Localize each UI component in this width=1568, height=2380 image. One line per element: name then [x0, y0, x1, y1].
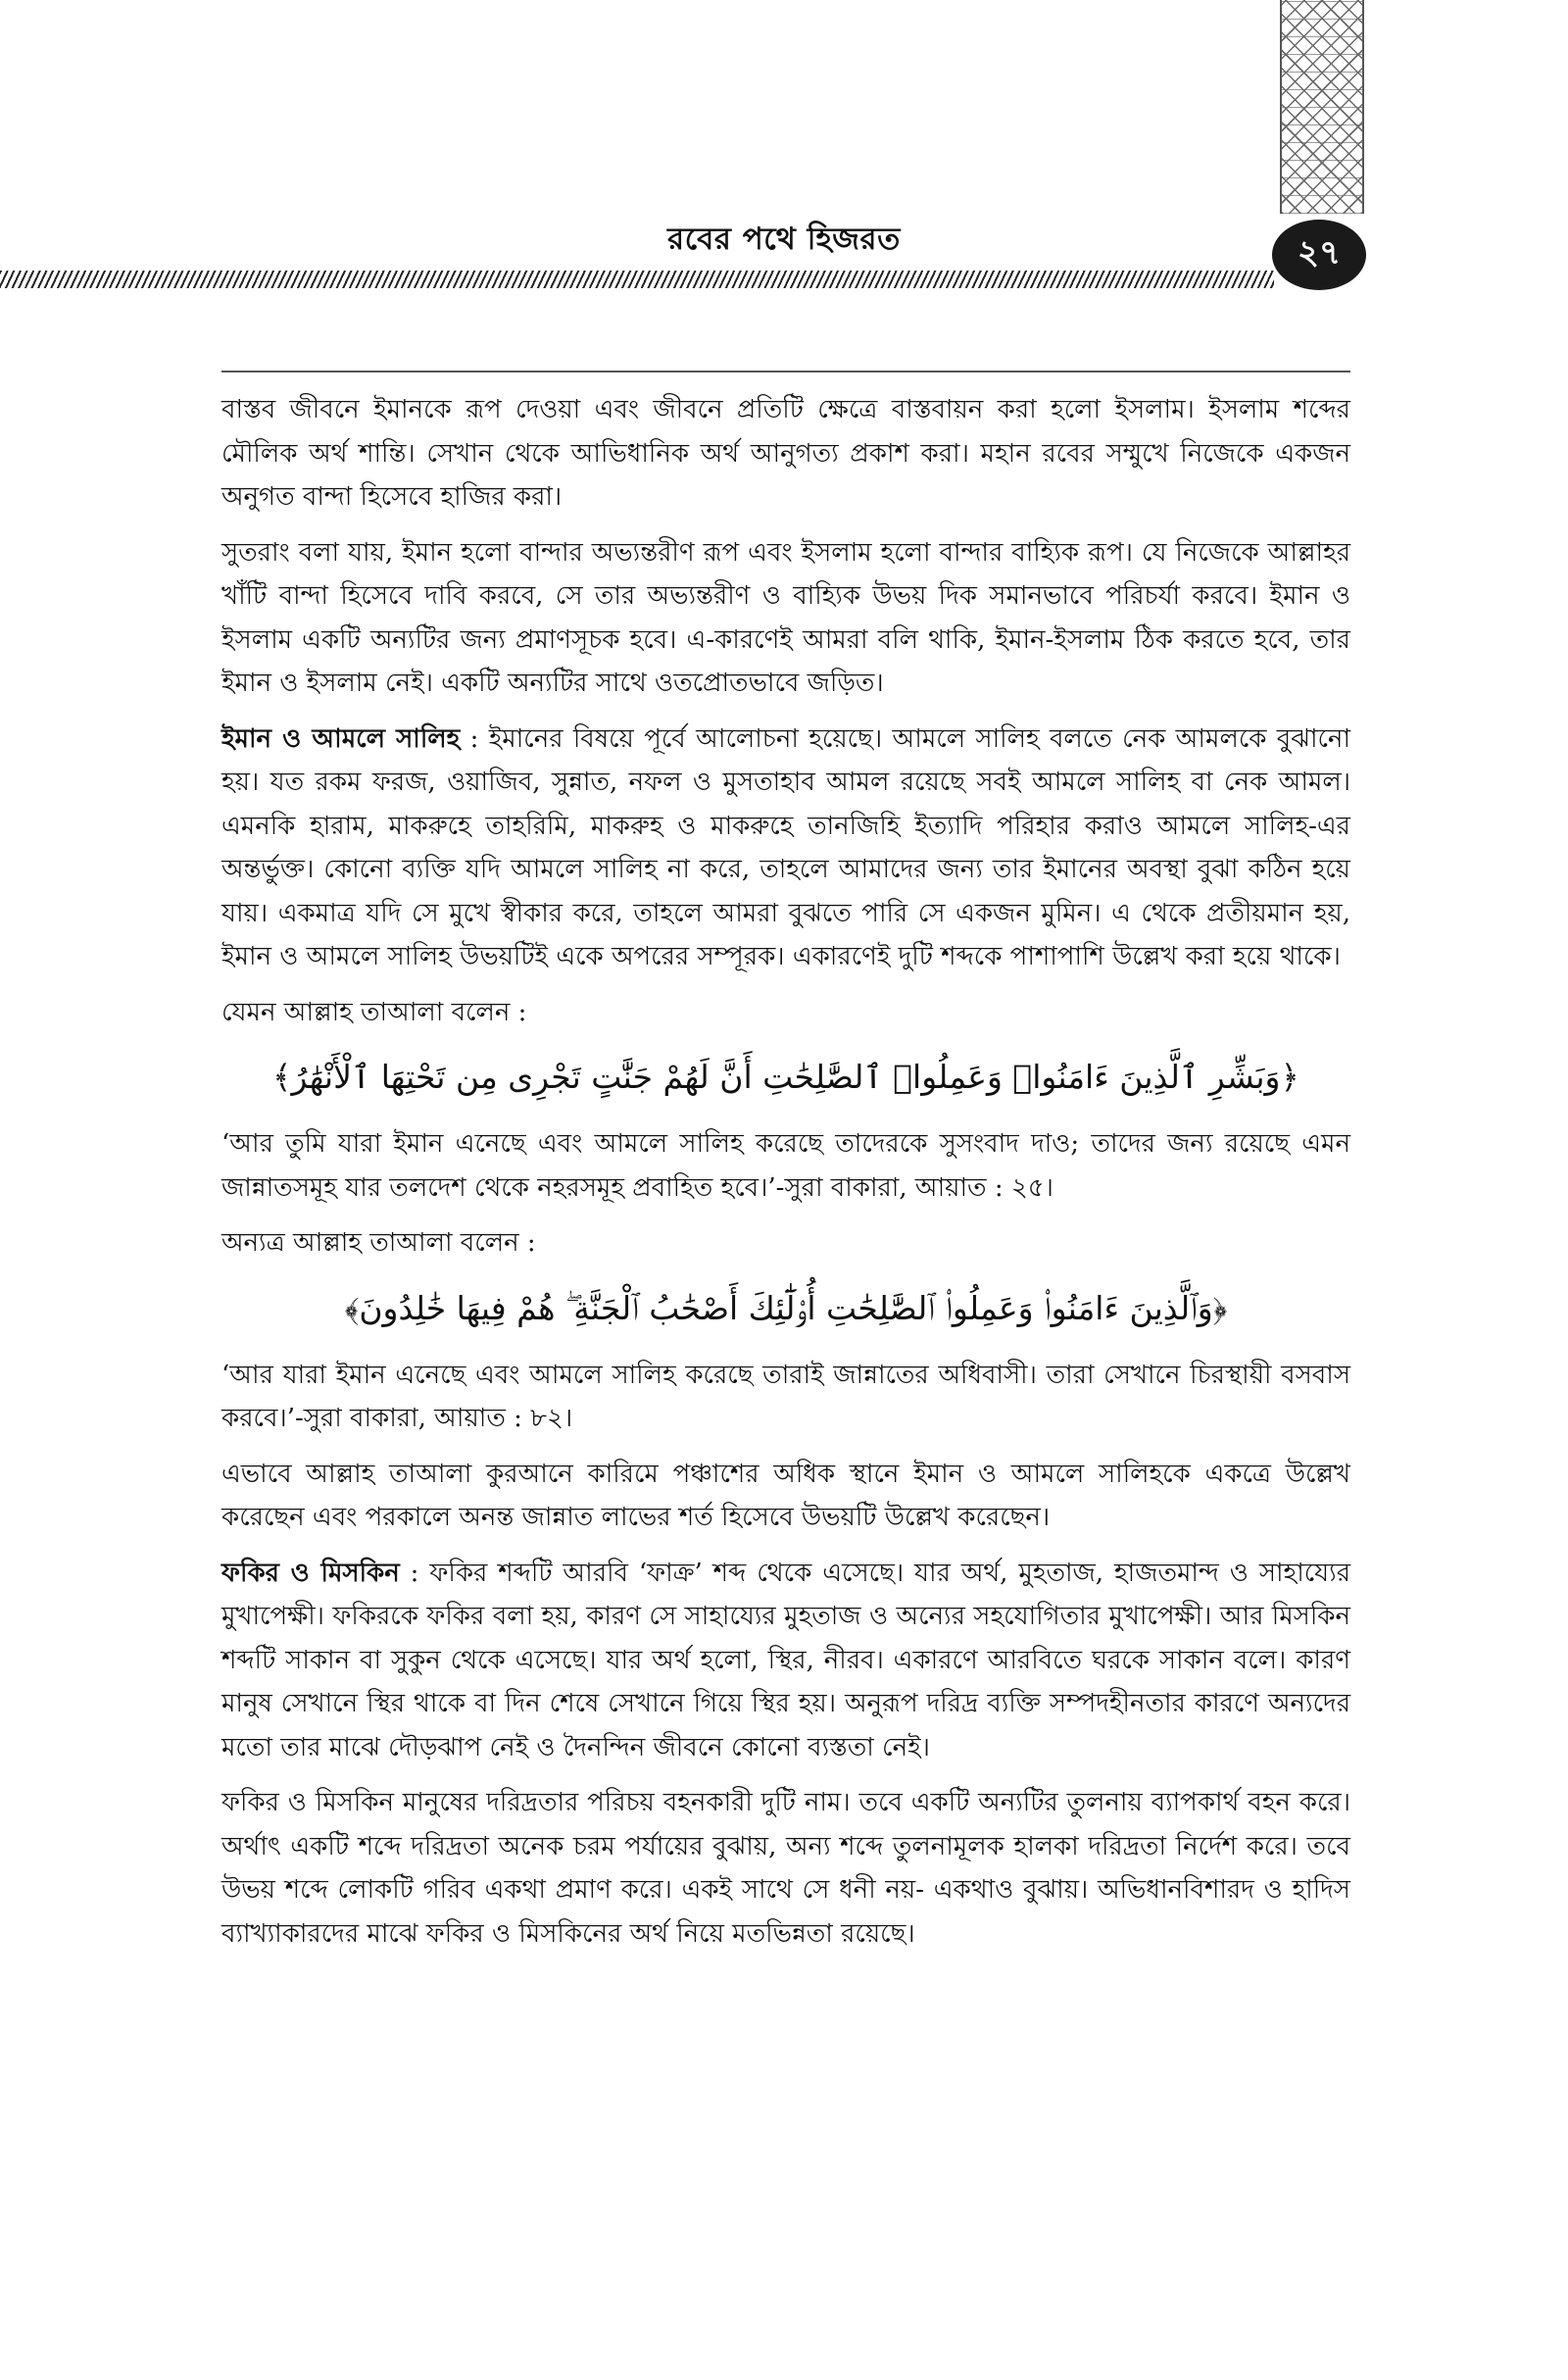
quote1-arabic-verse: ﴿وَبَشِّرِ ٱلَّذِينَ ءَامَنُوا۟ وَعَمِلُوا۟ ٱلصَّٰلِحَٰتِ أَنَّ لَهُمْ جَنَّٰتٍ تَجْرِى مِن تَحْتِهَا ٱلْأَنْهَٰرُ﴾: [272, 1058, 1299, 1096]
quote1-translation: ‘আর তুমি যারা ইমান এনেছে এবং আমলে সালিহ করেছে তাদেরকে সুসংবাদ দাও; তাদের জন্য রয়েছে এমন জান্নাতসমূহ যার তলদেশ থেকে নহরসমূহ প্রবাহিত হবে।’-সুরা বাকারা, আয়াত : ২৫।: [221, 1129, 1350, 1203]
page-body: [221, 388, 1350, 1967]
paragraph-conclusion: এভাবে আল্লাহ তাআলা কুরআনে কারিমে পঞ্চাশের অধিক স্থানে ইমান ও আমলে সালিহকে একত্রে উল্লেখ করেছেন এবং পরকালে অনন্ত জান্নাত লাভের শর্ত হিসেবে উভয়টি উল্লেখ করেছেন।: [221, 1459, 1350, 1532]
quote1-intro: যেমন আল্লাহ তাআলা বলেন :: [221, 997, 527, 1027]
header-hatch-rule: [0, 271, 1274, 288]
section-text-fakir-miskin: : ফকির শব্দটি আরবি ‘ফাক্র’ শব্দ থেকে এসেছে। যার অর্থ, মুহতাজ, হাজতমান্দ ও সাহায্যের মুখাপেক্ষী। ফকিরকে ফকির বলা হয়, কারণ সে সাহায্যের মুহতাজ ও অন্যের সহযোগিতার মুখাপেক্ষী। আর মিসকিন শব্দটি সাকান বা সুকুন থেকে এসেছে। যার অর্থ হলো, স্থির, নীরব। একারণে আরবিতে ঘরকে সাকান বলে। কারণ মানুষ সেখানে স্থির থাকে বা দিন শেষে সেখানে গিয়ে স্থির হয়। অনুরূপ দরিদ্র ব্যক্তি সম্পদহীনতার কারণে অন্যদের মতো তার মাঝে দৌড়ঝাপ নেই ও দৈনন্দিন জীবনে কোনো ব্যস্ততা নেই।: [221, 1558, 1350, 1762]
paragraph-islam-definition: বাস্তব জীবনে ইমানকে রূপ দেওয়া এবং জীবনে প্রতিটি ক্ষেত্রে বাস্তবায়ন করা হলো ইসলাম। ইসলাম শব্দের মৌলিক অর্থ শান্তি। সেখান থেকে আভিধানিক অর্থ আনুগত্য প্রকাশ করা। মহান রবের সম্মুখে নিজেকে একজন অনুগত বান্দা হিসেবে হাজির করা।: [221, 395, 1350, 512]
section-term-iman-amal: ইমান ও আমলে সালিহ: [221, 723, 461, 754]
quote2-translation: ‘আর যারা ইমান এনেছে এবং আমলে সালিহ করেছে তারাই জান্নাতের অধিবাসী। তারা সেখানে চিরস্থায়ী বসবাস করবে।’-সুরা বাকারা, আয়াত : ৮২।: [221, 1360, 1350, 1433]
section-iman-amal: [221, 718, 1350, 979]
running-title: রবের পথে হিজরত: [667, 222, 901, 257]
quote2-intro: অন্যত্র আল্লাহ তাআলা বলেন :: [221, 1228, 536, 1258]
quote2-arabic-verse: ﴿وَٱلَّذِينَ ءَامَنُوا۟ وَعَمِلُوا۟ ٱلصَّٰلِحَٰتِ أُو۟لَٰٓئِكَ أَصْحَٰبُ ٱلْجَنَّةِ ۖ هُمْ فِيهَا خَٰلِدُونَ﴾: [344, 1288, 1228, 1327]
paragraph-final: ফকির ও মিসকিন মানুষের দরিদ্রতার পরিচয় বহনকারী দুটি নাম। তবে একটি অন্যটির তুলনায় ব্যাপকার্থ বহন করে। অর্থাৎ একটি শব্দে দরিদ্রতা অনেক চরম পর্যায়ের বুঝায়, অন্য শব্দে তুলনামূলক হালকা দরিদ্রতা নির্দেশ করে। তবে উভয় শব্দে লোকটি গরিব একথা প্রমাণ করে। একই সাথে সে ধনী নয়- একথাও বুঝায়। অভিধানবিশারদ ও হাদিস ব্যাখ্যাকারদের মাঝে ফকির ও মিসকিনের অর্থ নিয়ে মতভিন্নতা রয়েছে।: [221, 1788, 1350, 1949]
section-term-fakir-miskin: ফকির ও মিসকিন: [221, 1558, 400, 1588]
paragraph-iman-islam: সুতরাং বলা যায়, ইমান হলো বান্দার অভ্যন্তরীণ রূপ এবং ইসলাম হলো বান্দার বাহ্যিক রূপ। যে নিজেকে আল্লাহর খাঁটি বান্দা হিসেবে দাবি করবে, সে তার অভ্যন্তরীণ ও বাহ্যিক উভয় দিক সমানভাবে পরিচর্যা করবে। ইমান ও ইসলাম একটি অন্যটির জন্য প্রমাণসূচক হবে। এ-কারণেই আমরা বলি থাকি, ইমান-ইসলাম ঠিক করতে হবে, তার ইমান ও ইসলাম নেই। একটি অন্যটির সাথে ওতপ্রোতভাবে জড়িত।: [221, 537, 1350, 698]
section-fakir-miskin: [221, 1552, 1350, 1770]
header-divider: [221, 371, 1350, 372]
page-number-badge: ২৭: [1272, 220, 1366, 290]
decorative-ornament-strip: [1280, 0, 1364, 214]
section-text-iman-amal: : ইমানের বিষয়ে পূর্বে আলোচনা হয়েছে। আমলে সালিহ বলতে নেক আমলকে বুঝানো হয়। যত রকম ফরজ, ওয়াজিব, সুন্নাত, নফল ও মুসতাহাব আমল রয়েছে সবই আমলে সালিহ বা নেক আমল। এমনকি হারাম, মাকরুহে তাহরিমি, মাকরুহ ও মাকরুহে তানজিহি ইত্যাদি পরিহার করাও আমলে সালিহ-এর অন্তর্ভুক্ত। কোনো ব্যক্তি যদি আমলে সালিহ না করে, তাহলে আমাদের জন্য তার ইমানের অবস্থা বুঝা কঠিন হয়ে যায়। একমাত্র যদি সে মুখে স্বীকার করে, তাহলে আমরা বুঝতে পারি সে একজন মুমিন। এ থেকে প্রতীয়মান হয়, ইমান ও আমলে সালিহ উভয়টিই একে অপরের সম্পূরক। একারণেই দুটি শব্দকে পাশাপাশি উল্লেখ করা হয়ে থাকে।: [221, 723, 1350, 971]
